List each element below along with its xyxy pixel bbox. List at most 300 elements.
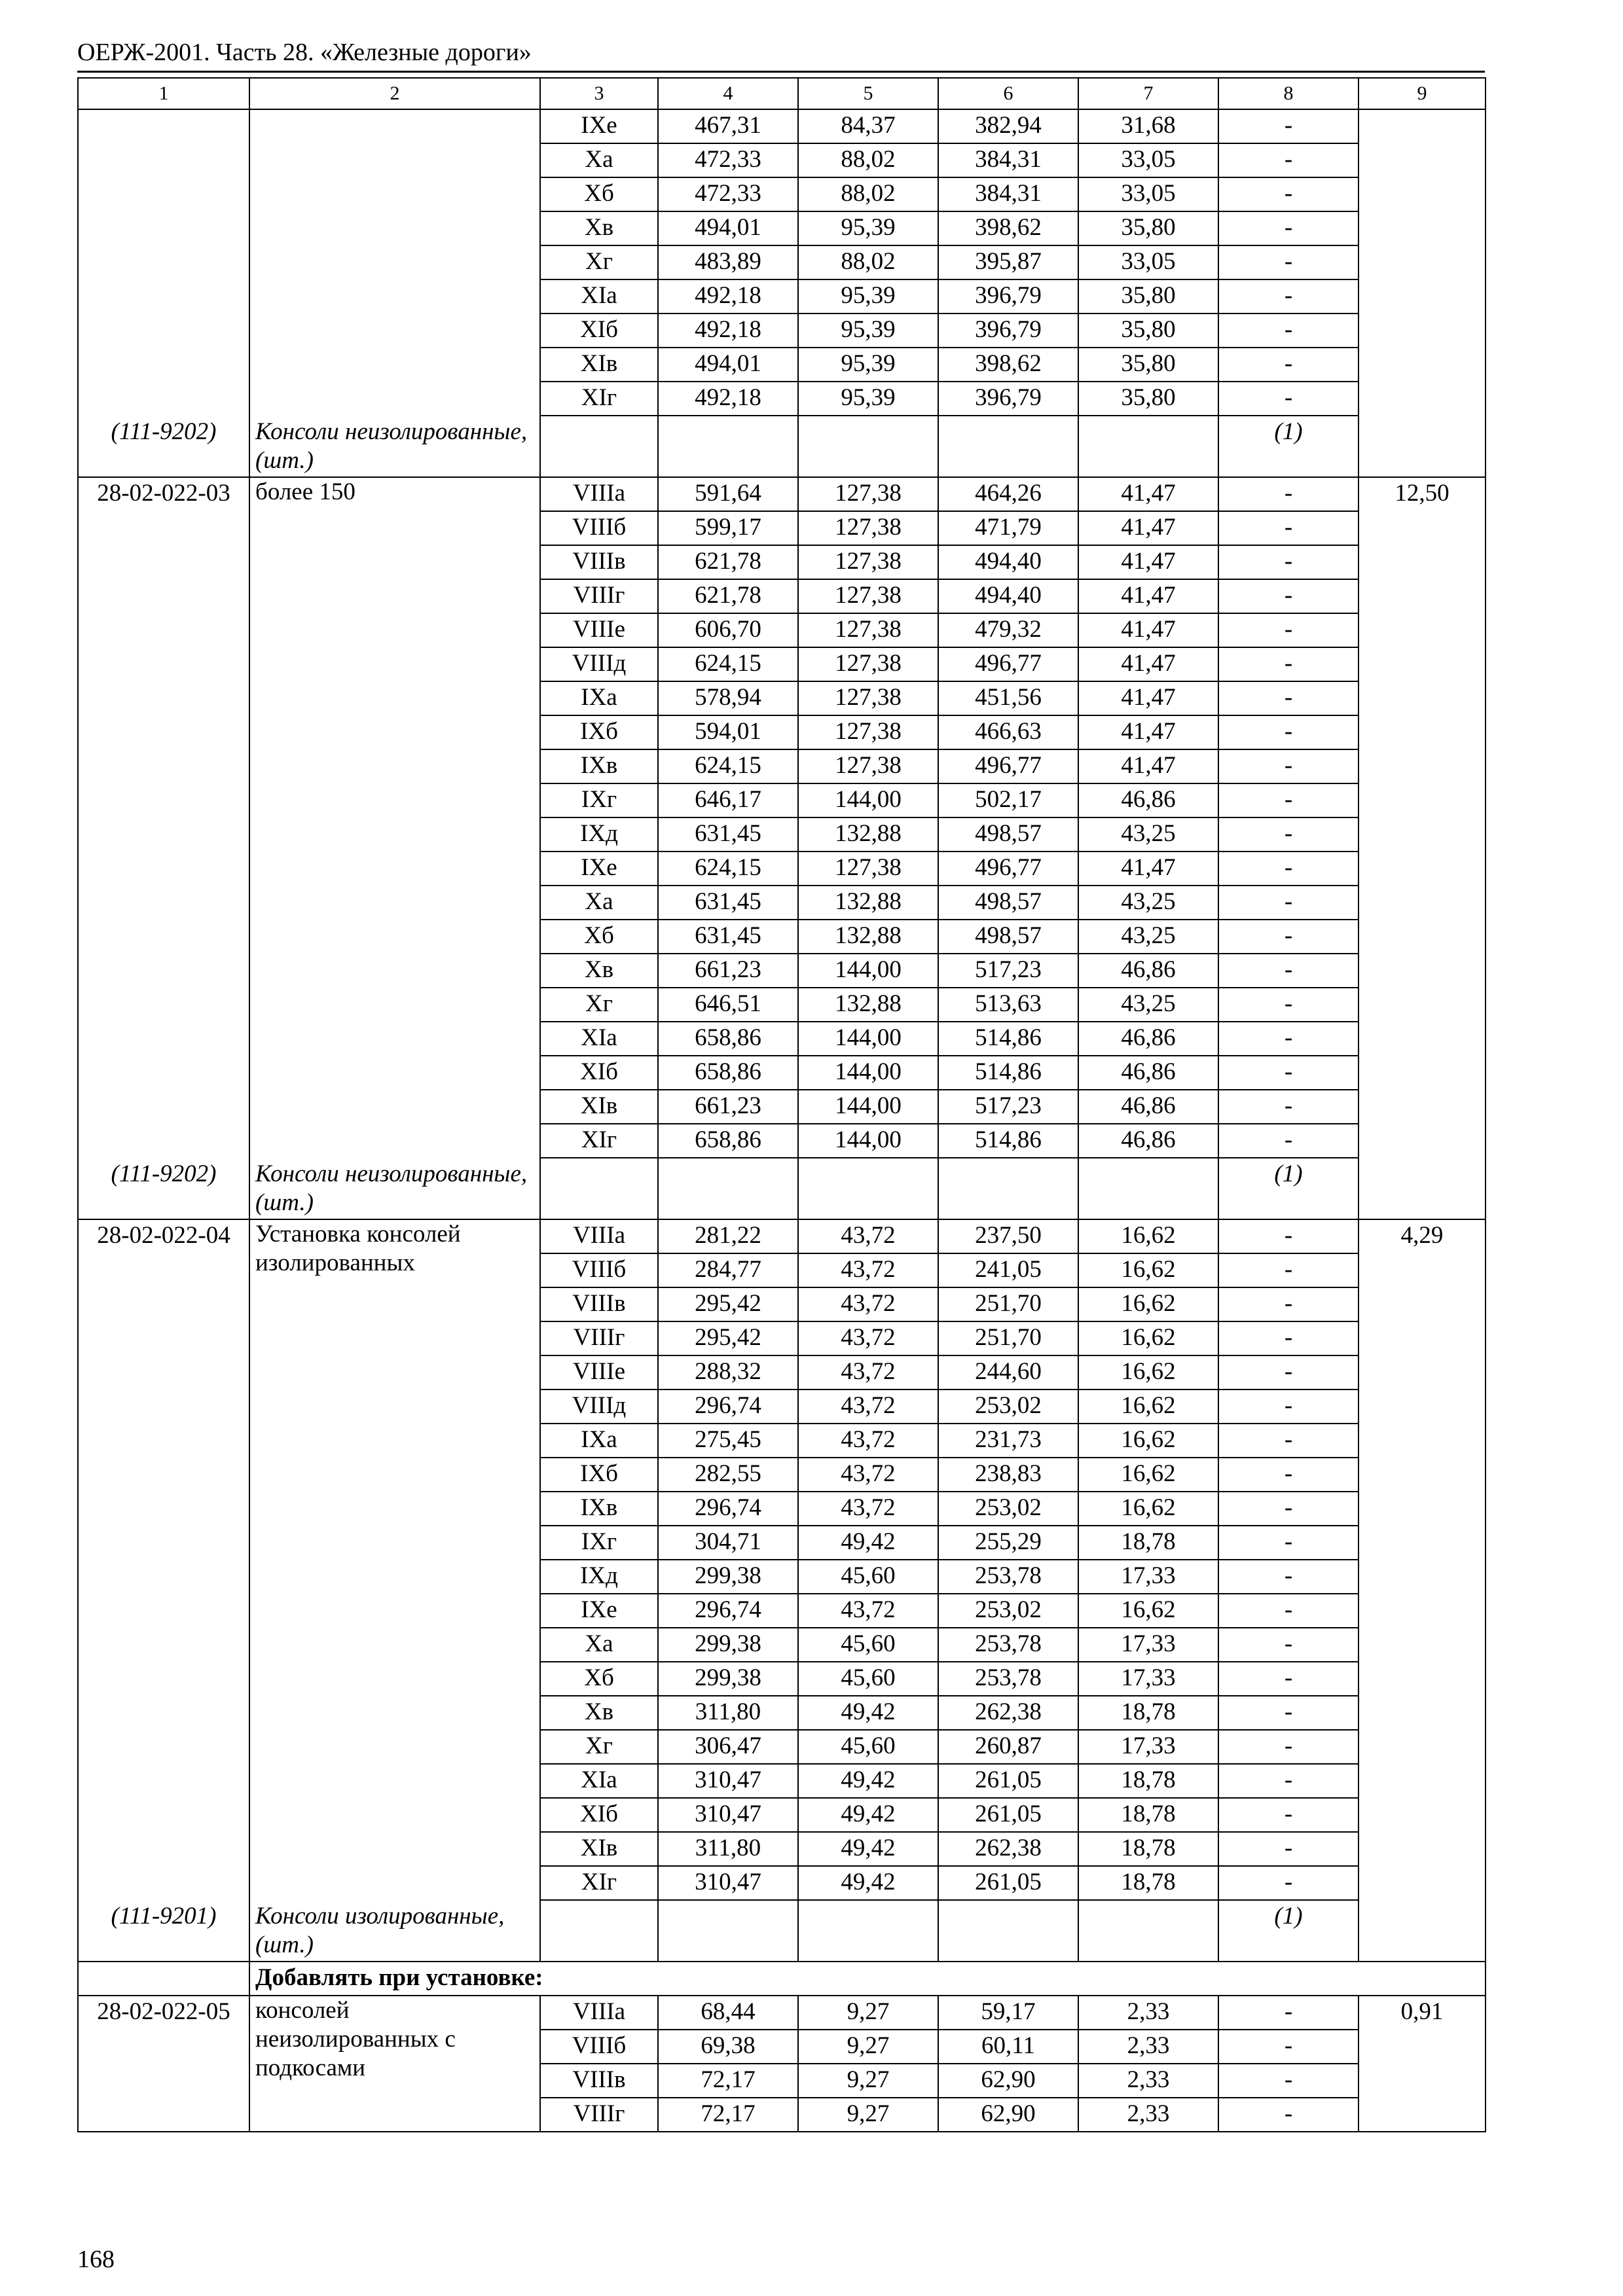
table-cell: 41,47 (1078, 545, 1218, 579)
table-cell: 658,86 (658, 1124, 798, 1158)
table-cell: 646,51 (658, 988, 798, 1022)
table-cell: 68,44 (658, 1996, 798, 2030)
table-cell: IXг (540, 1526, 658, 1560)
table-cell: 45,60 (798, 1628, 938, 1662)
table-cell: 514,86 (938, 1022, 1078, 1056)
table-cell: 262,38 (938, 1832, 1078, 1866)
table-cell: 253,78 (938, 1560, 1078, 1594)
table-cell: 251,70 (938, 1321, 1078, 1355)
empty-cell (1078, 1158, 1218, 1219)
table-cell: 288,32 (658, 1355, 798, 1390)
table-cell: 284,77 (658, 1253, 798, 1287)
table-cell: 296,74 (658, 1492, 798, 1526)
table-cell: 9,27 (798, 2030, 938, 2064)
table-cell: 262,38 (938, 1696, 1078, 1730)
table-cell: - (1218, 613, 1359, 647)
table-cell: 43,25 (1078, 886, 1218, 920)
table-cell: - (1218, 2098, 1359, 2132)
table-cell: VIIIг (540, 2098, 658, 2132)
table-cell: Xг (540, 245, 658, 279)
table-cell: 310,47 (658, 1866, 798, 1900)
table-cell: 62,90 (938, 2098, 1078, 2132)
table-cell: 658,86 (658, 1022, 798, 1056)
table-cell: - (1218, 988, 1359, 1022)
empty-cell (540, 1158, 658, 1219)
table-cell: 281,22 (658, 1219, 798, 1253)
table-row (78, 1219, 1486, 1253)
table-cell: 494,01 (658, 348, 798, 382)
table-cell: 16,62 (1078, 1594, 1218, 1628)
page-header (77, 38, 1485, 73)
table-cell: - (1218, 852, 1359, 886)
table-cell: VIIIв (540, 1287, 658, 1321)
table-cell: 395,87 (938, 245, 1078, 279)
table-cell: 95,39 (798, 382, 938, 416)
table-cell: 95,39 (798, 279, 938, 314)
table-cell: 398,62 (938, 211, 1078, 245)
table-cell: 496,77 (938, 647, 1078, 681)
table-cell: 35,80 (1078, 382, 1218, 416)
table-cell: 384,31 (938, 177, 1078, 211)
table-cell: 16,62 (1078, 1390, 1218, 1424)
table-cell: 41,47 (1078, 613, 1218, 647)
table-cell: - (1218, 817, 1359, 852)
rate-code: 28-02-022-03 (97, 480, 230, 507)
table-cell: 127,38 (798, 852, 938, 886)
table-cell: 41,47 (1078, 511, 1218, 545)
rate-code-cell (78, 477, 249, 1219)
rate-code-cell (78, 1219, 249, 1962)
table-cell: XIб (540, 314, 658, 348)
col9-cell: 4,29 (1359, 1219, 1486, 1962)
table-row (78, 477, 1486, 511)
table-cell: - (1218, 1287, 1359, 1321)
table-cell: Xг (540, 1730, 658, 1764)
table-cell: 253,78 (938, 1628, 1078, 1662)
table-cell: IXв (540, 749, 658, 783)
table-cell: - (1218, 545, 1359, 579)
table-cell: 84,37 (798, 109, 938, 143)
table-row (78, 109, 1486, 143)
table-cell: 17,33 (1078, 1662, 1218, 1696)
table-cell: 45,60 (798, 1560, 938, 1594)
table-cell: 496,77 (938, 852, 1078, 886)
table-cell: 624,15 (658, 647, 798, 681)
table-cell: 606,70 (658, 613, 798, 647)
rate-name-cell (249, 1219, 540, 1962)
table-cell: VIIIб (540, 511, 658, 545)
table-cell: Xв (540, 1696, 658, 1730)
table-cell: 43,72 (798, 1355, 938, 1390)
table-cell: 255,29 (938, 1526, 1078, 1560)
rate-code: 28-02-022-04 (97, 1222, 230, 1249)
table-cell: 502,17 (938, 783, 1078, 817)
table-cell: 253,02 (938, 1492, 1078, 1526)
rate-name-cell (249, 1996, 540, 2132)
table-cell: 299,38 (658, 1662, 798, 1696)
table-cell: 144,00 (798, 1090, 938, 1124)
table-cell: 127,38 (798, 579, 938, 613)
table-cell: 45,60 (798, 1662, 938, 1696)
table-cell: - (1218, 1798, 1359, 1832)
table-cell: - (1218, 1458, 1359, 1492)
table-cell: 311,80 (658, 1696, 798, 1730)
table-cell: 31,68 (1078, 109, 1218, 143)
table-cell: - (1218, 715, 1359, 749)
resource-qty-cell: (1) (1218, 416, 1359, 477)
table-cell: XIа (540, 1022, 658, 1056)
empty-cell (1078, 416, 1218, 477)
table-cell: - (1218, 382, 1359, 416)
table-cell: 43,72 (798, 1321, 938, 1355)
rate-name-cell (249, 109, 540, 477)
table-cell: 2,33 (1078, 2098, 1218, 2132)
table-cell: - (1218, 177, 1359, 211)
col-number: 2 (249, 78, 540, 109)
table-cell: - (1218, 1390, 1359, 1424)
table-cell: IXб (540, 715, 658, 749)
table-cell: - (1218, 1526, 1359, 1560)
table-cell: 132,88 (798, 920, 938, 954)
table-cell: 46,86 (1078, 1124, 1218, 1158)
table-cell: 467,31 (658, 109, 798, 143)
table-cell: 498,57 (938, 817, 1078, 852)
empty-cell (938, 416, 1078, 477)
table-cell: 35,80 (1078, 314, 1218, 348)
table-cell: 514,86 (938, 1056, 1078, 1090)
table-cell: - (1218, 1492, 1359, 1526)
table-cell: 43,72 (798, 1219, 938, 1253)
table-cell: 295,42 (658, 1287, 798, 1321)
table-cell: - (1218, 1253, 1359, 1287)
table-cell: 498,57 (938, 920, 1078, 954)
table-cell: 16,62 (1078, 1287, 1218, 1321)
table-cell: - (1218, 1219, 1359, 1253)
table-cell: 513,63 (938, 988, 1078, 1022)
table-cell: 46,86 (1078, 954, 1218, 988)
rate-code-cell (78, 109, 249, 477)
table-cell: XIв (540, 1832, 658, 1866)
table-cell: 466,63 (938, 715, 1078, 749)
table-cell: 18,78 (1078, 1696, 1218, 1730)
table-cell: - (1218, 1321, 1359, 1355)
table-cell: 144,00 (798, 954, 938, 988)
table-cell: 41,47 (1078, 477, 1218, 511)
table-cell: - (1218, 1056, 1359, 1090)
table-cell: 33,05 (1078, 177, 1218, 211)
table-cell: 2,33 (1078, 1996, 1218, 2030)
table-cell: 310,47 (658, 1798, 798, 1832)
table-cell: 60,11 (938, 2030, 1078, 2064)
rate-name: консолей неизолированных с подкосами (255, 1997, 456, 2081)
table-cell: 18,78 (1078, 1764, 1218, 1798)
table-cell: 237,50 (938, 1219, 1078, 1253)
table-cell: 396,79 (938, 382, 1078, 416)
table-cell: 46,86 (1078, 1056, 1218, 1090)
table-cell: Xб (540, 177, 658, 211)
table-cell: 9,27 (798, 2098, 938, 2132)
table-cell: 296,74 (658, 1594, 798, 1628)
table-cell: 16,62 (1078, 1253, 1218, 1287)
table-cell: - (1218, 1594, 1359, 1628)
resource-code: (111-9202) (111, 418, 217, 445)
table-cell: IXб (540, 1458, 658, 1492)
table-cell: Xа (540, 143, 658, 177)
table-cell: 594,01 (658, 715, 798, 749)
table-cell: 282,55 (658, 1458, 798, 1492)
table-cell: XIг (540, 382, 658, 416)
table-cell: IXд (540, 817, 658, 852)
table-cell: 127,38 (798, 715, 938, 749)
table-cell: 95,39 (798, 348, 938, 382)
table-cell: 49,42 (798, 1526, 938, 1560)
table-cell: - (1218, 1696, 1359, 1730)
table-cell: 304,71 (658, 1526, 798, 1560)
table-cell: 2,33 (1078, 2030, 1218, 2064)
empty-cell (540, 1900, 658, 1962)
table-cell: 41,47 (1078, 715, 1218, 749)
table-cell: - (1218, 1022, 1359, 1056)
table-cell: 16,62 (1078, 1219, 1218, 1253)
rate-code-cell (78, 1996, 249, 2132)
table-cell: 35,80 (1078, 279, 1218, 314)
empty-cell (798, 416, 938, 477)
document-title: ОЕРЖ-2001. Часть 28. «Железные дороги» (77, 39, 532, 66)
table-cell: - (1218, 211, 1359, 245)
table-cell: 517,23 (938, 954, 1078, 988)
table-cell: 492,18 (658, 382, 798, 416)
table-cell: 88,02 (798, 143, 938, 177)
table-cell: 253,02 (938, 1594, 1078, 1628)
table-cell: 127,38 (798, 749, 938, 783)
table-cell: - (1218, 511, 1359, 545)
table-cell: - (1218, 1662, 1359, 1696)
table-cell: - (1218, 920, 1359, 954)
table-cell: 127,38 (798, 681, 938, 715)
table-cell: 464,26 (938, 477, 1078, 511)
table-cell: VIIIб (540, 2030, 658, 2064)
table-cell: - (1218, 1628, 1359, 1662)
table-cell: 631,45 (658, 920, 798, 954)
col9-cell: 0,91 (1359, 1996, 1486, 2132)
table-cell: - (1218, 886, 1359, 920)
table-cell: 498,57 (938, 886, 1078, 920)
table-cell: IXе (540, 1594, 658, 1628)
table-cell: 18,78 (1078, 1832, 1218, 1866)
table-cell: VIIIа (540, 477, 658, 511)
table-cell: - (1218, 1996, 1359, 2030)
table-cell: 132,88 (798, 988, 938, 1022)
col-number: 6 (938, 78, 1078, 109)
col-number: 3 (540, 78, 658, 109)
table-cell: 492,18 (658, 279, 798, 314)
table-cell: 296,74 (658, 1390, 798, 1424)
table-cell: 41,47 (1078, 749, 1218, 783)
table-cell: IXа (540, 681, 658, 715)
table-cell: - (1218, 477, 1359, 511)
table-cell: 472,33 (658, 143, 798, 177)
resource-code: (111-9202) (111, 1160, 217, 1187)
table-cell: Xв (540, 211, 658, 245)
table-cell: 18,78 (1078, 1526, 1218, 1560)
table-cell: VIIIе (540, 1355, 658, 1390)
table-cell: XIб (540, 1056, 658, 1090)
table-cell: - (1218, 1355, 1359, 1390)
col-number: 1 (78, 78, 249, 109)
resource-name: Консоли неизолированные, (шт.) (255, 418, 528, 474)
table-cell: 88,02 (798, 245, 938, 279)
table-cell: 46,86 (1078, 1090, 1218, 1124)
table-cell: 132,88 (798, 817, 938, 852)
table-cell: 62,90 (938, 2064, 1078, 2098)
table-cell: - (1218, 647, 1359, 681)
table-cell: IXв (540, 1492, 658, 1526)
table-cell: 494,01 (658, 211, 798, 245)
table-cell: 95,39 (798, 211, 938, 245)
table-cell: VIIIе (540, 613, 658, 647)
table-cell: 46,86 (1078, 1022, 1218, 1056)
table-cell: XIб (540, 1798, 658, 1832)
empty-cell (938, 1900, 1078, 1962)
table-cell: 631,45 (658, 817, 798, 852)
table-cell: 35,80 (1078, 211, 1218, 245)
table-cell: 396,79 (938, 314, 1078, 348)
table-cell: 624,15 (658, 749, 798, 783)
table-cell: 17,33 (1078, 1730, 1218, 1764)
table-cell: 69,38 (658, 2030, 798, 2064)
table-cell: XIг (540, 1866, 658, 1900)
table-cell: 295,42 (658, 1321, 798, 1355)
table-cell: - (1218, 1866, 1359, 1900)
table-cell: 472,33 (658, 177, 798, 211)
table-cell: 41,47 (1078, 647, 1218, 681)
table-cell: IXе (540, 852, 658, 886)
table-cell: 72,17 (658, 2064, 798, 2098)
col9-cell (1359, 109, 1486, 477)
table-cell: 9,27 (798, 1996, 938, 2030)
table-cell: 621,78 (658, 579, 798, 613)
table-cell: 251,70 (938, 1287, 1078, 1321)
empty-cell (658, 1900, 798, 1962)
table-cell: 253,02 (938, 1390, 1078, 1424)
table-cell: 591,64 (658, 477, 798, 511)
table-cell: - (1218, 1832, 1359, 1866)
table-cell: 43,72 (798, 1492, 938, 1526)
resource-qty-cell: (1) (1218, 1900, 1359, 1962)
table-cell: 127,38 (798, 511, 938, 545)
table-cell: 384,31 (938, 143, 1078, 177)
col-number: 4 (658, 78, 798, 109)
table-cell: Xв (540, 954, 658, 988)
table-cell: - (1218, 579, 1359, 613)
table-cell: IXа (540, 1424, 658, 1458)
table-cell: 43,72 (798, 1287, 938, 1321)
table-cell: 43,72 (798, 1424, 938, 1458)
table-cell: 16,62 (1078, 1424, 1218, 1458)
table-cell: - (1218, 1424, 1359, 1458)
table-cell: - (1218, 143, 1359, 177)
table-cell: 16,62 (1078, 1492, 1218, 1526)
table-cell: 49,42 (798, 1866, 938, 1900)
table-cell: 16,62 (1078, 1355, 1218, 1390)
table-cell: VIIIб (540, 1253, 658, 1287)
table-cell: 494,40 (938, 579, 1078, 613)
table-cell: 43,72 (798, 1458, 938, 1492)
table-cell: 238,83 (938, 1458, 1078, 1492)
table-cell: 299,38 (658, 1628, 798, 1662)
table-cell: 661,23 (658, 954, 798, 988)
table-cell: 43,25 (1078, 988, 1218, 1022)
table-cell: 9,27 (798, 2064, 938, 2098)
resource-name: Консоли изолированные, (шт.) (255, 1903, 505, 1958)
table-cell: 483,89 (658, 245, 798, 279)
table-cell: IXд (540, 1560, 658, 1594)
table-cell: 496,77 (938, 749, 1078, 783)
table-cell: 35,80 (1078, 348, 1218, 382)
table-cell: 241,05 (938, 1253, 1078, 1287)
table-cell: 646,17 (658, 783, 798, 817)
table-cell: 17,33 (1078, 1560, 1218, 1594)
table-cell: - (1218, 1730, 1359, 1764)
table-cell: - (1218, 681, 1359, 715)
table-cell: 661,23 (658, 1090, 798, 1124)
table-cell: VIIIг (540, 579, 658, 613)
table-cell: XIв (540, 1090, 658, 1124)
empty-cell (1078, 1900, 1218, 1962)
table-cell: Xа (540, 1628, 658, 1662)
table-cell: 310,47 (658, 1764, 798, 1798)
table-cell: Xа (540, 886, 658, 920)
table-cell: 624,15 (658, 852, 798, 886)
table-cell: 144,00 (798, 783, 938, 817)
table-cell: 43,25 (1078, 817, 1218, 852)
table-cell: - (1218, 2030, 1359, 2064)
table-cell: 599,17 (658, 511, 798, 545)
table-cell: 17,33 (1078, 1628, 1218, 1662)
table-cell: 127,38 (798, 545, 938, 579)
table-cell: XIа (540, 1764, 658, 1798)
table-cell: 621,78 (658, 545, 798, 579)
table-cell: 43,25 (1078, 920, 1218, 954)
empty-cell (658, 1158, 798, 1219)
table-cell: 578,94 (658, 681, 798, 715)
table-cell: VIIIа (540, 1219, 658, 1253)
table-cell: VIIIв (540, 2064, 658, 2098)
table-cell: 261,05 (938, 1866, 1078, 1900)
col-number: 8 (1218, 78, 1359, 109)
rate-name: более 150 (255, 478, 356, 505)
table-cell: XIг (540, 1124, 658, 1158)
col-number: 9 (1359, 78, 1486, 109)
table-cell: 275,45 (658, 1424, 798, 1458)
table-cell: 299,38 (658, 1560, 798, 1594)
table-cell: 658,86 (658, 1056, 798, 1090)
table-cell: - (1218, 109, 1359, 143)
table-cell: 306,47 (658, 1730, 798, 1764)
table-cell: VIIIд (540, 1390, 658, 1424)
table-cell: 253,78 (938, 1662, 1078, 1696)
table-cell: 451,56 (938, 681, 1078, 715)
table-cell: - (1218, 2064, 1359, 2098)
table-cell: 144,00 (798, 1124, 938, 1158)
table-cell: - (1218, 783, 1359, 817)
column-number-row (78, 78, 1486, 109)
rate-code: 28-02-022-05 (97, 1998, 230, 2025)
col-number: 7 (1078, 78, 1218, 109)
table-cell: 43,72 (798, 1594, 938, 1628)
table-cell: 2,33 (1078, 2064, 1218, 2098)
table-cell: 18,78 (1078, 1866, 1218, 1900)
